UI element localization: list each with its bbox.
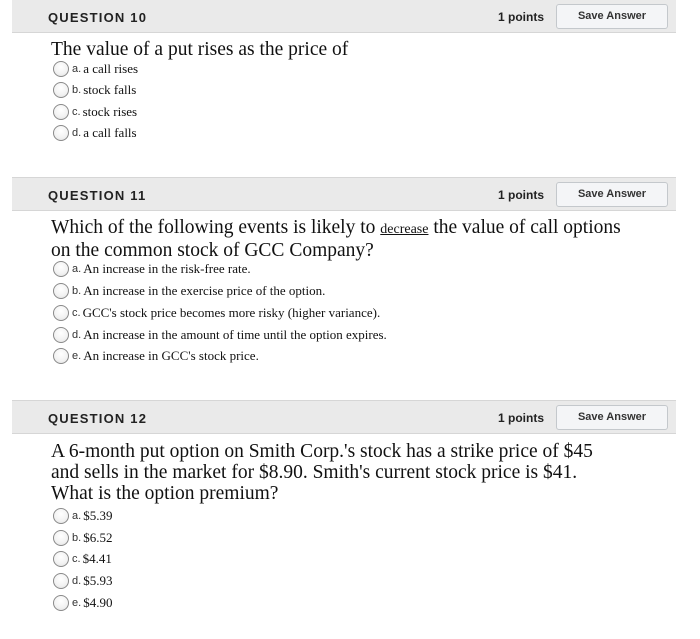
option-b[interactable] bbox=[53, 528, 112, 548]
option-a[interactable] bbox=[53, 59, 138, 79]
radio-button[interactable] bbox=[53, 261, 69, 277]
option-d[interactable] bbox=[53, 325, 387, 345]
question-title: QUESTION 11 bbox=[48, 188, 147, 203]
option-letter: b. bbox=[72, 285, 82, 297]
question-text bbox=[51, 217, 651, 261]
option-text: An increase in the risk-free rate. bbox=[83, 261, 251, 276]
question-text bbox=[51, 441, 651, 504]
radio-button[interactable] bbox=[53, 595, 69, 611]
question-text-part: A 6-month put option on Smith Corp.'s stock has a strike price of $45 bbox=[51, 441, 593, 462]
question-text-part: Which of the following events is likely to bbox=[51, 217, 376, 238]
option-text: a call rises bbox=[83, 61, 139, 76]
question-header bbox=[12, 0, 676, 33]
question-text-part: What is the option premium? bbox=[51, 483, 279, 504]
radio-button[interactable] bbox=[53, 530, 69, 546]
option-text: stock falls bbox=[83, 82, 137, 97]
option-a[interactable] bbox=[53, 259, 251, 279]
option-text: An increase in the amount of time until the option expires. bbox=[83, 327, 387, 342]
option-text: An increase in GCC's stock price. bbox=[83, 348, 259, 363]
option-letter: c. bbox=[72, 553, 81, 565]
radio-button[interactable] bbox=[53, 82, 69, 98]
option-text: An increase in the exercise price of the option. bbox=[83, 283, 326, 298]
question-10 bbox=[12, 0, 676, 34]
radio-button[interactable] bbox=[53, 125, 69, 141]
option-text: $5.39 bbox=[83, 508, 113, 523]
radio-button[interactable] bbox=[53, 283, 69, 299]
question-text-part: the value of call options bbox=[433, 217, 621, 238]
option-d[interactable] bbox=[53, 123, 137, 143]
save-answer-button[interactable]: Save Answer bbox=[556, 182, 668, 207]
radio-button[interactable] bbox=[53, 305, 69, 321]
option-c[interactable] bbox=[53, 102, 137, 122]
question-title: QUESTION 10 bbox=[48, 10, 148, 25]
option-letter: c. bbox=[72, 106, 81, 118]
option-a[interactable] bbox=[53, 506, 112, 526]
radio-button[interactable] bbox=[53, 551, 69, 567]
option-letter: e. bbox=[72, 350, 82, 362]
option-letter: d. bbox=[72, 127, 82, 139]
option-letter: a. bbox=[72, 63, 82, 75]
option-text: a call falls bbox=[83, 125, 137, 140]
option-text: $4.41 bbox=[82, 551, 112, 566]
option-letter: e. bbox=[72, 597, 82, 609]
option-letter: d. bbox=[72, 575, 82, 587]
question-points: 1 points bbox=[497, 411, 544, 425]
save-answer-button[interactable]: Save Answer bbox=[556, 4, 668, 29]
question-header bbox=[12, 400, 676, 434]
radio-button[interactable] bbox=[53, 327, 69, 343]
question-11 bbox=[12, 177, 676, 211]
question-points: 1 points bbox=[497, 10, 544, 24]
question-text-emphasis: decrease bbox=[380, 222, 429, 237]
question-12 bbox=[12, 400, 676, 434]
question-text-part: on the common stock of GCC Company? bbox=[51, 240, 374, 261]
save-answer-button[interactable]: Save Answer bbox=[556, 405, 668, 430]
option-text: $6.52 bbox=[83, 530, 113, 545]
option-letter: a. bbox=[72, 263, 82, 275]
radio-button[interactable] bbox=[53, 508, 69, 524]
option-b[interactable] bbox=[53, 80, 136, 100]
question-points: 1 points bbox=[497, 188, 544, 202]
radio-button[interactable] bbox=[53, 104, 69, 120]
option-letter: b. bbox=[72, 84, 82, 96]
option-d[interactable] bbox=[53, 571, 112, 591]
option-e[interactable] bbox=[53, 346, 259, 366]
option-e[interactable] bbox=[53, 593, 112, 613]
option-letter: b. bbox=[72, 532, 82, 544]
option-text: GCC's stock price becomes more risky (higher variance). bbox=[82, 305, 381, 320]
option-c[interactable] bbox=[53, 303, 380, 323]
option-letter: d. bbox=[72, 329, 82, 341]
question-header bbox=[12, 177, 676, 211]
option-text: $4.90 bbox=[83, 595, 113, 610]
question-text-part: and sells in the market for $8.90. Smith's current stock price is $41. bbox=[51, 462, 578, 483]
option-b[interactable] bbox=[53, 281, 325, 301]
question-title: QUESTION 12 bbox=[48, 411, 148, 426]
radio-button[interactable] bbox=[53, 61, 69, 77]
radio-button[interactable] bbox=[53, 348, 69, 364]
question-text: The value of a put rises as the price of bbox=[51, 39, 349, 60]
option-letter: c. bbox=[72, 307, 81, 319]
option-c[interactable] bbox=[53, 549, 112, 569]
radio-button[interactable] bbox=[53, 573, 69, 589]
option-text: stock rises bbox=[82, 104, 138, 119]
option-text: $5.93 bbox=[83, 573, 113, 588]
option-letter: a. bbox=[72, 510, 82, 522]
